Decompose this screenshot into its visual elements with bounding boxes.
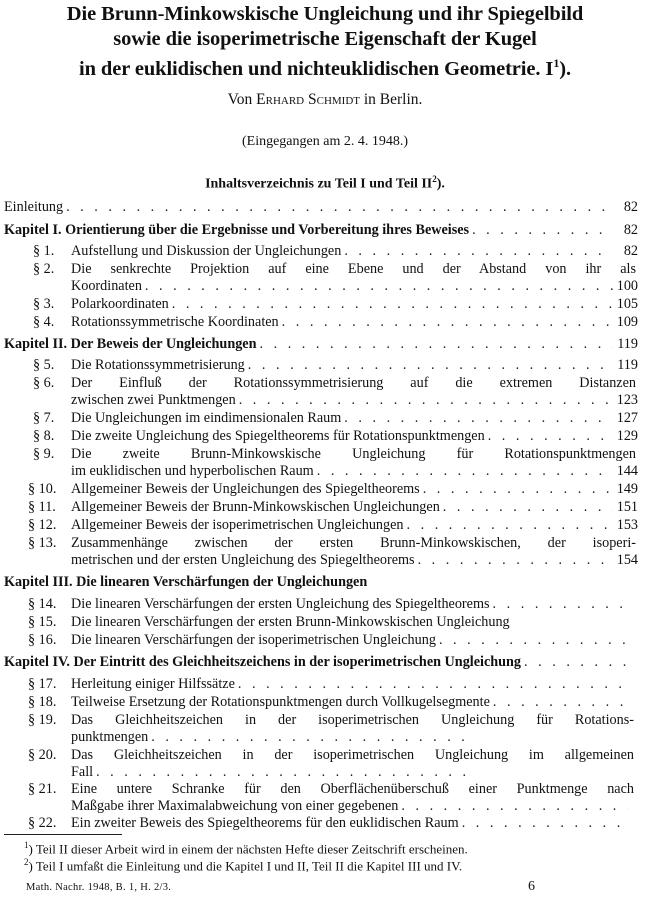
- toc-entry-einleitung[interactable]: Einleitung . . . 82: [4, 198, 638, 216]
- toc-section-7[interactable]: § 7. Die Ungleichungen im eindimensionalen Raum . . . 127: [33, 409, 638, 427]
- toc-section-16[interactable]: § 16. Die linearen Verschärfungen der isoperimetrischen Ungleichung . . .: [28, 631, 633, 649]
- toc-section-20[interactable]: § 20. Das Gleichheitszeichen in der isoperimetrischen Ungleichung im allgemeinen: [28, 747, 634, 763]
- toc-section-21-cont: Maßgabe ihrer Maximalabweichung von einer gegebenen . . .: [71, 797, 631, 815]
- toc-section-14[interactable]: § 14. Die linearen Verschärfungen der ersten Ungleichung des Spiegeltheorems . . .: [28, 595, 630, 613]
- title-line-1: Die Brunn-Minkowskische Ungleichung und ihr Spiegelbild: [66, 3, 584, 25]
- toc-section-2[interactable]: § 2. Die senkrechte Projektion auf eine Ebene und der Abstand von ihr als: [33, 261, 636, 277]
- page-ref: 151: [616, 499, 638, 515]
- toc-section-9-cont: im euklidischen und hyperbolischen Raum . . . 144: [71, 462, 638, 480]
- toc-section-4[interactable]: § 4. Rotationssymmetrische Koordinaten . . . 109: [33, 313, 638, 331]
- toc-section-10[interactable]: § 10. Allgemeiner Beweis der Ungleichungen des Spiegeltheorems . . . 149: [28, 480, 638, 498]
- toc-chapter-2[interactable]: Kapitel II. Der Beweis der Ungleichungen . . . 119: [4, 335, 638, 353]
- toc-section-15[interactable]: § 15. Die linearen Verschärfungen der ersten Brunn-Minkowskischen Ungleichung: [28, 614, 510, 630]
- page-ref: 144: [616, 463, 638, 479]
- page-ref: 119: [617, 336, 638, 352]
- page-ref: 127: [616, 410, 638, 426]
- page-ref: 149: [616, 481, 638, 497]
- toc-section-12[interactable]: § 12. Allgemeiner Beweis der isoperimetrischen Ungleichungen . . . 153: [28, 516, 638, 534]
- toc-section-6[interactable]: § 6. Der Einfluß der Rotationssymmetrisierung auf die extremen Distanzen: [33, 375, 636, 391]
- toc-section-3[interactable]: § 3. Polarkoordinaten . . . 105: [33, 295, 638, 313]
- page-ref: 100: [616, 278, 638, 294]
- toc-section-1[interactable]: § 1. Aufstellung und Diskussion der Ungleichungen . . . 82: [33, 242, 638, 260]
- toc-section-19[interactable]: § 19. Das Gleichheitszeichen in der isoperimetrischen Ungleichung für Rotations-: [28, 712, 634, 728]
- page-ref: 153: [616, 517, 638, 533]
- toc-section-2-cont: Koordinaten . . . 100: [71, 277, 638, 295]
- toc-section-21[interactable]: § 21. Eine untere Schranke für den Oberflächenüberschuß einer Punktmenge nach: [28, 781, 634, 797]
- title-footnote-mark: 1: [553, 56, 560, 70]
- title-line-2: sowie die isoperimetrische Eigenschaft der Kugel: [113, 27, 537, 50]
- toc-section-11[interactable]: § 11. Allgemeiner Beweis der Brunn-Minkowskischen Ungleichungen . . . 151: [28, 498, 638, 516]
- toc-chapter-3[interactable]: Kapitel III. Die linearen Verschärfungen der Ungleichungen: [4, 574, 368, 590]
- toc-section-20-cont: Fall . . .: [71, 763, 471, 781]
- page-ref: 119: [617, 357, 638, 373]
- toc-section-18[interactable]: § 18. Teilweise Ersetzung der Rotationspunktmengen durch Vollkugelsegmente . . .: [28, 693, 633, 711]
- footnote-1: $^1$) Teil II dieser Arbeit wird in einem der nächsten Hefte dieser Zeitschrift erscheinen.: [24, 840, 468, 857]
- toc-chapter-4[interactable]: Kapitel IV. Der Eintritt des Gleichheitszeichens in der isoperimetrischen Ungleichung . . .: [4, 653, 634, 671]
- page-ref: 105: [616, 296, 638, 312]
- page-ref: 123: [616, 392, 638, 408]
- toc-section-6-cont: zwischen zwei Punktmengen . . . 123: [71, 391, 638, 409]
- received-date: (Eingegangen am 2. 4. 1948.): [241, 134, 408, 149]
- author-line: Von Erhard Schmidt in Berlin.: [227, 91, 423, 108]
- page-ref: 109: [616, 314, 638, 330]
- toc-section-22[interactable]: § 22. Ein zweiter Beweis des Spiegeltheorems für den euklidischen Raum . . .: [28, 814, 633, 832]
- toc-heading: Inhaltsverzeichnis zu Teil I und Teil $II^2$).: [205, 174, 445, 192]
- toc-section-17[interactable]: § 17. Herleitung einiger Hilfssätze . . .: [28, 675, 633, 693]
- footnote-2: $^2$) Teil I umfaßt die Einleitung und die Kapitel I und II, Teil II die Kapitel III und IV.: [24, 857, 463, 874]
- title-line-3: in der euklidischen und nichteuklidischen Geometrie. $I^1$).: [78, 56, 571, 80]
- toc-chapter-1[interactable]: Kapitel I. Orientierung über die Ergebnisse und Vorbereitung ihres Beweises . . . 82: [4, 221, 638, 239]
- toc-section-13[interactable]: § 13. Zusammenhänge zwischen der ersten Brunn-Minkowskischen, der isoperi-: [28, 535, 636, 551]
- footnote-rule: [4, 834, 122, 835]
- article-title: [0, 2, 650, 81]
- journal-reference: Math. Nachr. 1948, B. 1, H. 2/3.: [26, 882, 172, 893]
- page-ref: 129: [616, 428, 638, 444]
- page-ref: 82: [623, 243, 638, 259]
- toc-section-8[interactable]: § 8. Die zweite Ungleichung des Spiegeltheorems für Rotationspunktmengen . . . 129: [33, 427, 638, 445]
- author-name: Erhard Schmidt: [256, 91, 360, 108]
- page-ref: 82: [623, 222, 638, 238]
- toc-section-13-cont: metrischen und der ersten Ungleichung des Spiegeltheorems . . . 154: [71, 551, 638, 569]
- toc-section-9[interactable]: § 9. Die zweite Brunn-Minkowskische Ungleichung für Rotationspunktmengen: [33, 446, 636, 462]
- toc-section-19-cont: punktmengen . . .: [71, 728, 471, 746]
- page-number: 6: [528, 879, 535, 894]
- toc-section-5[interactable]: § 5. Die Rotationssymmetrisierung . . . 119: [33, 356, 638, 374]
- page-ref: 82: [623, 199, 638, 215]
- page-ref: 154: [616, 552, 638, 568]
